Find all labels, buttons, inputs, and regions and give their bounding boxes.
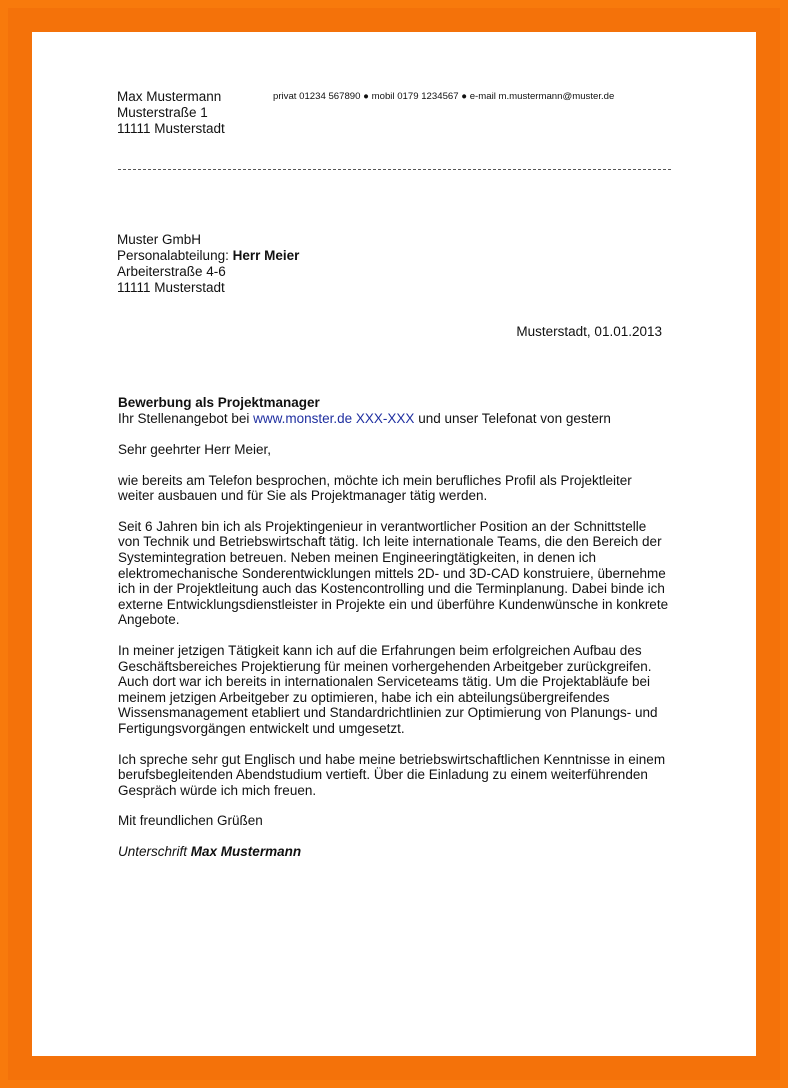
sender-name: Max Mustermann bbox=[117, 89, 222, 104]
subject-reference bbox=[118, 411, 678, 427]
paragraph-2: Seit 6 Jahren bin ich als Projektingenieur in verantwortlicher Position an der Schnittstelle von Technik und Betriebswirtschaft tätig. Ich leite internationale Teams, die den Bereich der Systemintegration betreuen. Neben meinen Engineeringtätigkeiten, in denen ich elektromechanische Sonderentwicklungen mittels 2D- und 3D-CAD konstruiere, übernehme ich in der Projektleitung auch das Kostencontrolling und die Terminplanung. Dabei binde ich externe Entwicklungsdienstleister in Projekte ein und überführe Kundenwünsche in konkrete Angebote. bbox=[118, 518, 669, 628]
contact-phone-mobile: mobil 0179 1234567 bbox=[371, 91, 459, 102]
recipient-department bbox=[117, 248, 299, 264]
sender-street: Musterstraße 1 bbox=[117, 105, 208, 120]
header-divider bbox=[118, 169, 671, 170]
letter-page bbox=[32, 32, 756, 1056]
job-posting-link[interactable]: www.monster.de XXX-XXX bbox=[253, 411, 415, 426]
date-line: Musterstadt, 01.01.2013 bbox=[516, 324, 662, 339]
recipient-contact-person: Herr Meier bbox=[232, 248, 300, 263]
recipient-department-label: Personalabteilung: bbox=[117, 248, 229, 263]
signature-name: Max Mustermann bbox=[190, 843, 302, 859]
subject-block bbox=[118, 395, 678, 427]
paragraph-3: In meiner jetzigen Tätigkeit kann ich auf die Erfahrungen beim erfolgreichen Aufbau des Geschäftsbereiches Projektierung für meinen vorhergehenden Arbeitgeber zurückgreifen. Auch dort war ich bereits in internationalen Serviceteams tätig. Um die Projektabläufe bei meinem jetzigen Arbeitgeber zu optimieren, habe ich ein abteilungsübergreifendes Wissensmanagement etabliert und Standardrichtlinien zur Optimierung von Planungs- und Fertigungsvorgängen entwickelt und umgesetzt. bbox=[118, 642, 658, 736]
recipient-street: Arbeiterstraße 4-6 bbox=[117, 264, 226, 279]
recipient-city: 11111 Musterstadt bbox=[117, 280, 225, 295]
separator-dot: ● bbox=[363, 91, 369, 102]
signature bbox=[118, 844, 671, 860]
sender-address bbox=[117, 89, 225, 137]
subject-ref-prefix: Ihr Stellenangebot bei bbox=[118, 411, 250, 426]
paragraph-4: Ich spreche sehr gut Englisch und habe meine betriebswirtschaftlichen Kenntnisse in einem berufsbegleitenden Abendstudium vertieft. Über die Einladung zu einem weiterführenden Gespräch würde ich mich freuen. bbox=[118, 751, 666, 798]
salutation: Sehr geehrter Herr Meier, bbox=[118, 442, 272, 457]
sender-city: 11111 Musterstadt bbox=[117, 121, 225, 136]
letter-body bbox=[118, 442, 671, 874]
subject-title: Bewerbung als Projektmanager bbox=[118, 395, 320, 410]
contact-email: e-mail m.mustermann@muster.de bbox=[469, 91, 615, 102]
signature-label: Unterschrift bbox=[118, 843, 188, 859]
separator-dot: ● bbox=[461, 91, 468, 102]
sender-contact-line bbox=[273, 91, 614, 102]
recipient-company: Muster GmbH bbox=[117, 232, 202, 247]
subject-ref-suffix: und unser Telefonat von gestern bbox=[418, 411, 611, 426]
paragraph-1: wie bereits am Telefon besprochen, möchte ich mein berufliches Profil als Projektleiter weiter ausbauen und für Sie als Projektmanager tätig werden. bbox=[118, 472, 632, 504]
recipient-address bbox=[117, 232, 299, 296]
closing: Mit freundlichen Grüßen bbox=[118, 813, 263, 829]
contact-phone-private: privat 01234 567890 bbox=[273, 91, 361, 102]
